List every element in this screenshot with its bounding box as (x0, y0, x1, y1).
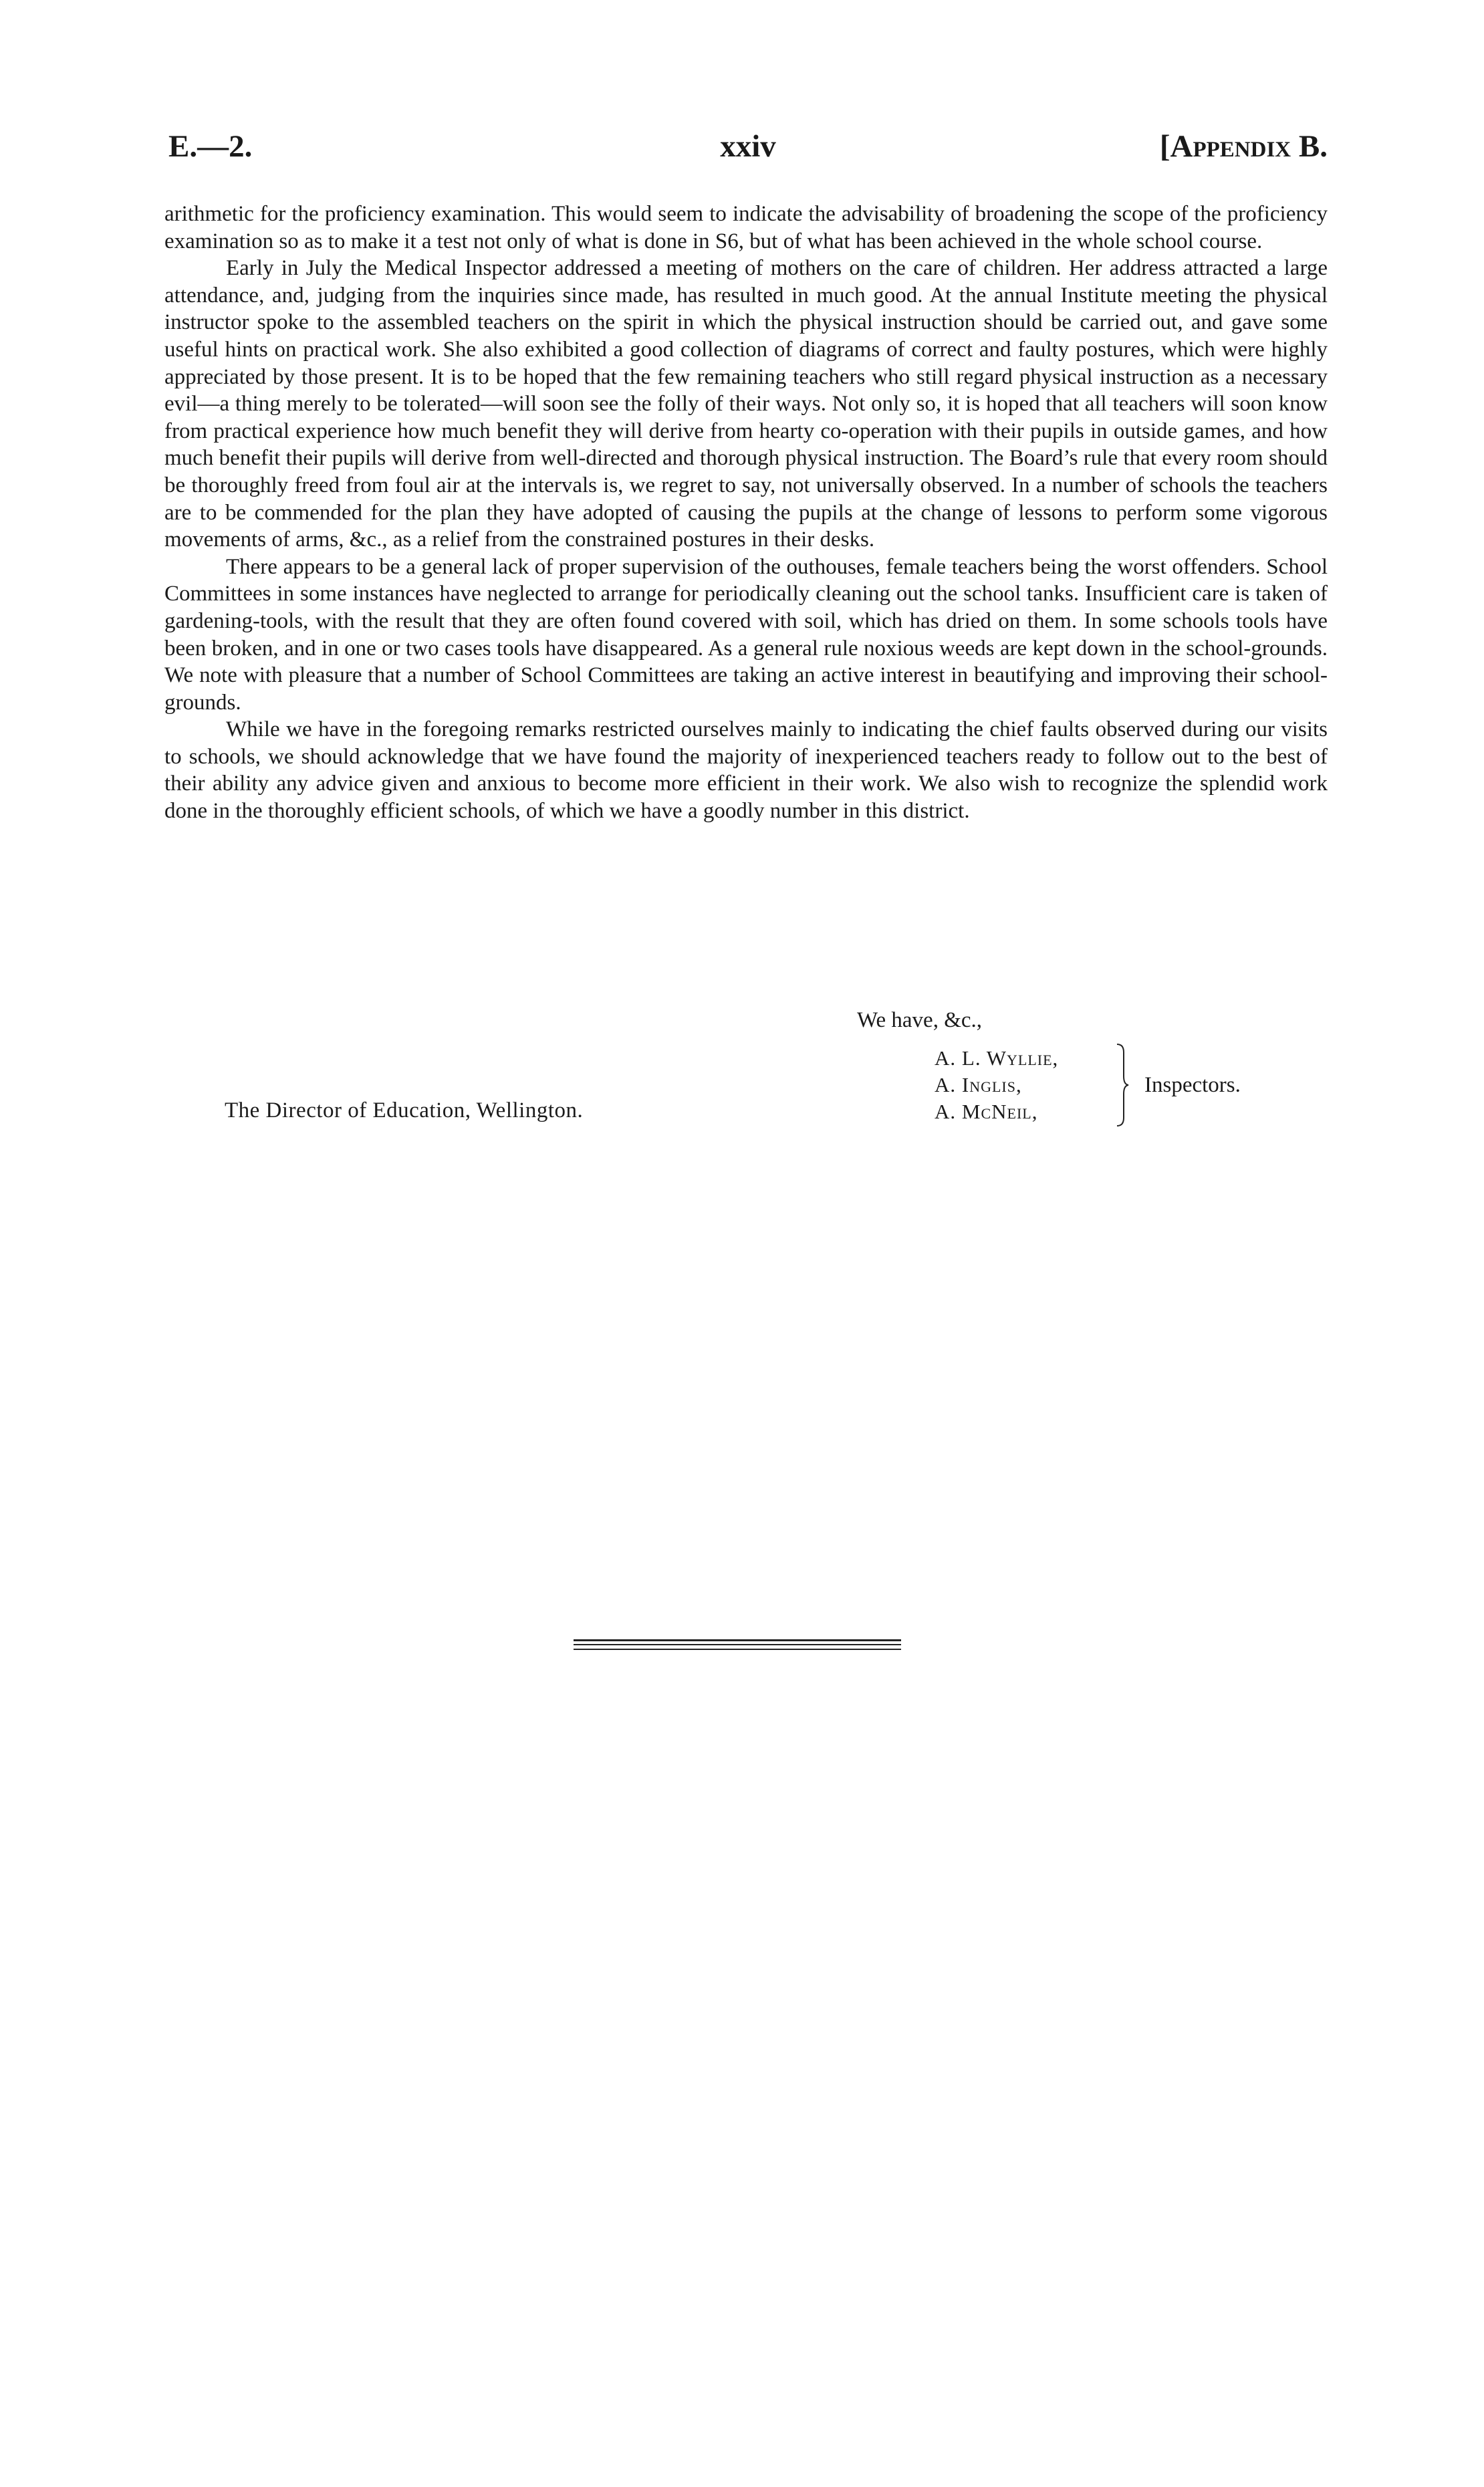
signatory-3: A. McNeil, (935, 1100, 1038, 1123)
page-number: xxiv (720, 129, 776, 164)
appendix-label (1160, 128, 1328, 164)
section-end-rule (574, 1639, 901, 1650)
rule-line-2 (574, 1644, 901, 1645)
signatory-1: A. L. Wyllie, (935, 1046, 1059, 1070)
paragraph-3: There appears to be a general lack of proper supervision of the outhouses, female teachers being the worst offenders. School Committees in some instances have neglected to arrange for periodically cleaning out the school tanks. Insufficient care is taken of gardening-tools, with the result that they are often found covered with soil, which has dried on them. In some schools tools have been broken, and in one or two cases tools have disappeared. As a general rule noxious weeds are kept down in the school-grounds. We note with pleasure that a number of School Committees are taking an active interest in beautifying and improving their school-grounds. (164, 554, 1328, 715)
closing-salutation: We have, &c., (857, 1008, 983, 1032)
appendix-bracket: [ (1159, 129, 1170, 164)
paragraph-1: arithmetic for the proficiency examination. This would seem to indicate the advisability of broadening the scope of the proficiency examination so as to make it a test not only of what is done in S6, but of what has been achieved in the whole school course. (164, 202, 1328, 253)
paragraph-2: Early in July the Medical Inspector addressed a meeting of mothers on the care of children. Her address attracted a large attendance, and, judging from the inquiries since made, has resulted in much good. At the annual Institute meeting the physical instructor spoke to the assembled teachers on the spirit in which the physical instruction should be carried out, and gave some useful hints on practical work. She also exhibited a good collection of diagrams of correct and faulty postures, which were highly appreciated by those present. It is to be hoped that the few remaining teachers who still regard physical instruction as a necessary evil—a thing merely to be tolerated—will soon see the folly of their ways. Not only so, it is hoped that all teachers will soon know from practical experience how much benefit they will derive from hearty co-operation with their pupils in outside games, and how much benefit their pupils will derive from well-directed and thorough physical instruction. The Board’s rule that every room should be thoroughly freed from foul air at the intervals is, we regret to say, not universally observed. In a number of schools the teachers are to be commended for the plan they have adopted of causing the pupils at the change of lessons to perform some vigorous movements of arms, &c., as a relief from the constrained postures in their desks. (164, 256, 1328, 552)
body-text (164, 201, 1328, 825)
rule-line-1 (574, 1639, 901, 1641)
rule-line-3 (574, 1649, 901, 1650)
page-header (168, 128, 1328, 175)
paragraph-4: While we have in the foregoing remarks restricted ourselves mainly to indicating the chief faults observed during our visits to schools, we should acknowledge that we have found the majority of inexperienced teachers ready to follow out to the best of their ability any advice given and anxious to become more efficient in their work. We also wish to recognize the splendid work done in the thoroughly efficient schools, of which we have a goodly number in this district. (164, 717, 1328, 824)
addressee: The Director of Education, Wellington. (225, 1098, 584, 1122)
curly-brace (1116, 1043, 1129, 1127)
appendix-title: Appendix B. (1170, 129, 1328, 164)
signatory-role: Inspectors. (1144, 1073, 1241, 1097)
document-reference: E.—2. (168, 129, 253, 164)
signature-block (935, 1045, 1058, 1125)
signatory-2: A. Inglis, (935, 1073, 1022, 1096)
